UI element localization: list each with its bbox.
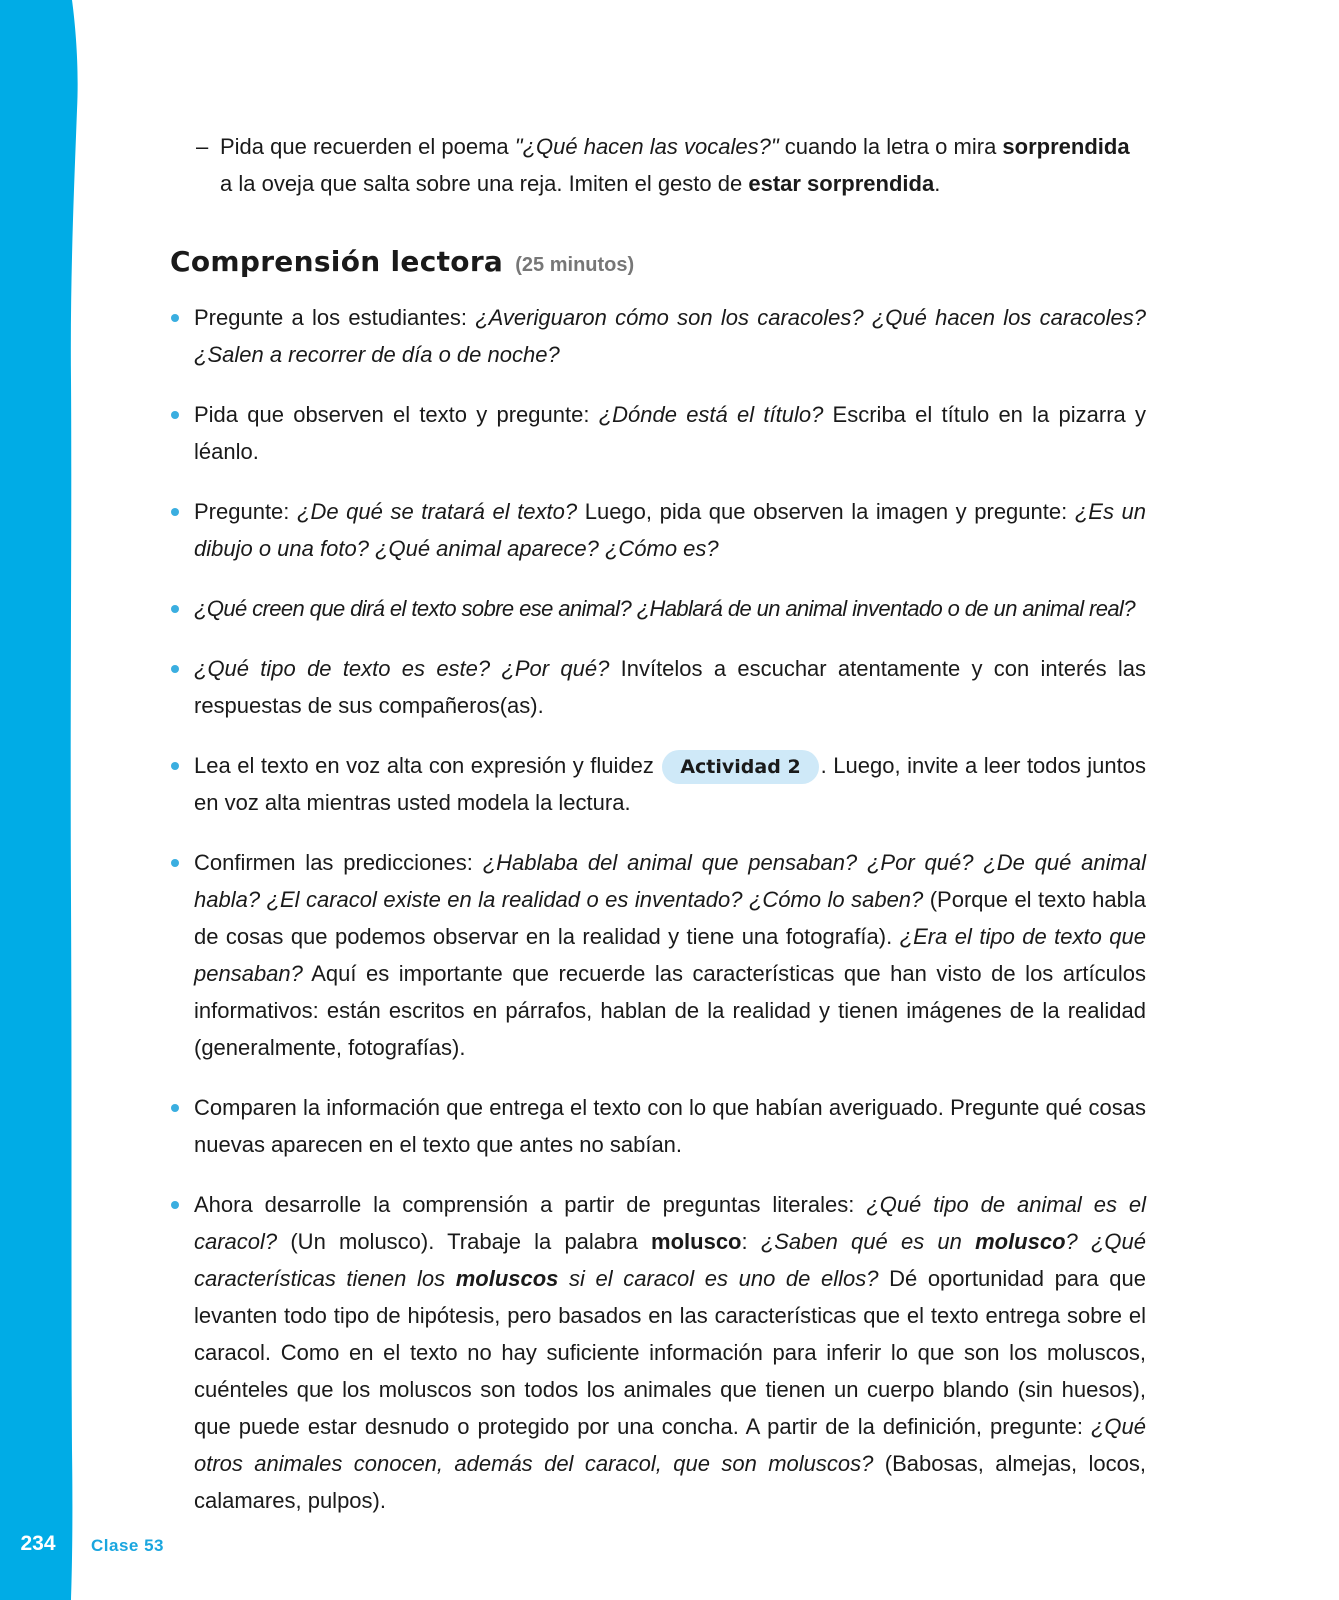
intro-text: Pida que recuerden el poema	[220, 134, 515, 159]
poem-title: "¿Qué hacen las vocales?"	[514, 134, 779, 159]
bullet-icon	[171, 859, 179, 867]
item-question: ¿Es un dibujo o una foto? ¿Qué animal aparece? ¿Cómo es?	[194, 499, 1147, 561]
bullet-icon	[171, 314, 179, 322]
bullet-icon	[171, 1201, 179, 1209]
class-label: Clase 53	[91, 1536, 164, 1555]
list-item	[170, 650, 1146, 724]
item-question: ¿Hablaba del animal que pensaban? ¿Por qué? ¿De qué animal habla? ¿El caracol existe en la realidad o es inventado? ¿Cómo lo saben?	[194, 850, 1146, 912]
list-item	[170, 844, 1146, 1066]
key-word: molusco	[975, 1229, 1066, 1254]
item-question: ¿Qué tipo de animal es el caracol?	[194, 1192, 1146, 1254]
item-text: Luego, pida que observen la imagen y pregunte:	[577, 499, 1075, 524]
item-question: ¿Qué tipo de texto es este? ¿Por qué?	[194, 656, 610, 681]
list-item	[170, 747, 1146, 821]
dash-marker: –	[196, 134, 209, 159]
item-text: Pregunte:	[194, 499, 297, 524]
item-text: Pregunte a los estudiantes:	[194, 305, 476, 330]
item-question: ¿Era el tipo de texto que pensaban?	[194, 924, 1146, 986]
item-text: Comparen la información que entrega el texto con lo que habían averiguado. Pregunte qué cosas nuevas aparecen en el texto que antes no sabían.	[194, 1095, 1146, 1157]
list-item	[170, 299, 1146, 373]
item-text: (Un molusco). Trabaje la palabra	[277, 1229, 652, 1254]
list-item	[170, 1089, 1146, 1163]
item-text: Confirmen las predicciones:	[194, 850, 483, 875]
item-question: ¿Qué otros animales conocen, además del caracol, que son moluscos?	[194, 1414, 1146, 1476]
item-question: ¿Dónde está el título?	[598, 402, 824, 427]
intro-item	[170, 128, 1146, 202]
item-text: . Luego, invite a leer todos juntos en voz alta mientras usted modela la lectura.	[194, 753, 1146, 815]
key-word: molusco	[651, 1229, 742, 1254]
item-text: Aquí es importante que recuerde las características que han visto de los artículos informativos: están escritos en párrafos, hablan de la realidad y tienen imágenes de la realidad (generalmente, fotografías).	[194, 961, 1146, 1060]
item-text: Pida que observen el texto y pregunte:	[194, 402, 599, 427]
activity-badge: Actividad 2	[662, 750, 818, 784]
bullet-icon	[171, 508, 179, 516]
intro-bold: estar sorprendida	[748, 171, 935, 196]
list-item	[170, 590, 1146, 627]
item-text: (Babosas, almejas, locos, calamares, pulpos).	[194, 1451, 1146, 1513]
item-text: Lea el texto en voz alta con expresión y fluidez	[194, 753, 661, 778]
item-question: ¿Averiguaron cómo son los caracoles? ¿Qué hacen los caracoles? ¿Salen a recorrer de día o de noche?	[194, 305, 1147, 367]
intro-text: cuando la letra o mira	[778, 134, 1003, 159]
bullet-icon	[171, 762, 179, 770]
item-question: si el caracol es uno de ellos?	[558, 1266, 879, 1291]
list-item	[170, 493, 1146, 567]
bullet-icon	[171, 1104, 179, 1112]
page-content	[170, 128, 1146, 1542]
intro-bold: sorprendida	[1002, 134, 1130, 159]
intro-text: .	[934, 171, 941, 196]
list-item	[170, 396, 1146, 470]
item-question: ¿Saben qué es un	[760, 1229, 976, 1254]
item-text: Ahora desarrolle la comprensión a partir de preguntas literales:	[194, 1192, 867, 1217]
side-band	[0, 0, 82, 1600]
bullet-icon	[171, 411, 179, 419]
list-item	[170, 1186, 1146, 1519]
item-text: (Porque el texto habla de cosas que podemos observar en la realidad y tiene una fotografía).	[194, 887, 1146, 949]
item-text: :	[741, 1229, 761, 1254]
bullet-icon	[171, 665, 179, 673]
intro-text: a la oveja que salta sobre una reja. Imiten el gesto de	[220, 171, 749, 196]
item-text: Dé oportunidad para que levanten todo tipo de hipótesis, pero basados en las características que el texto entrega sobre el caracol. Como en el texto no hay suficiente información para inferir lo que son los moluscos, cuénteles que los moluscos son todos los animales que tienen un cuerpo blando (sin huesos), que puede estar desnudo o protegido por una concha. A partir de la definición, pregunte:	[194, 1266, 1146, 1439]
section-heading	[170, 242, 1146, 285]
item-text: Escriba el título en la pizarra y léanlo.	[194, 402, 1146, 464]
bullet-icon	[171, 605, 179, 613]
item-question: ¿De qué se tratará el texto?	[297, 499, 578, 524]
activity-list	[170, 299, 1146, 1519]
section-title: Comprensión lectora	[170, 245, 504, 278]
section-duration: (25 minutos)	[515, 254, 635, 276]
key-word: moluscos	[455, 1266, 559, 1291]
item-question: ¿Qué creen que dirá el texto sobre ese animal? ¿Hablará de un animal inventado o de un animal real?	[194, 596, 1135, 621]
page-number: 234	[20, 1532, 56, 1555]
item-question: ? ¿Qué características tienen los	[194, 1229, 1146, 1291]
item-text: Invítelos a escuchar atentamente y con interés las respuestas de sus compañeros(as).	[194, 656, 1146, 718]
